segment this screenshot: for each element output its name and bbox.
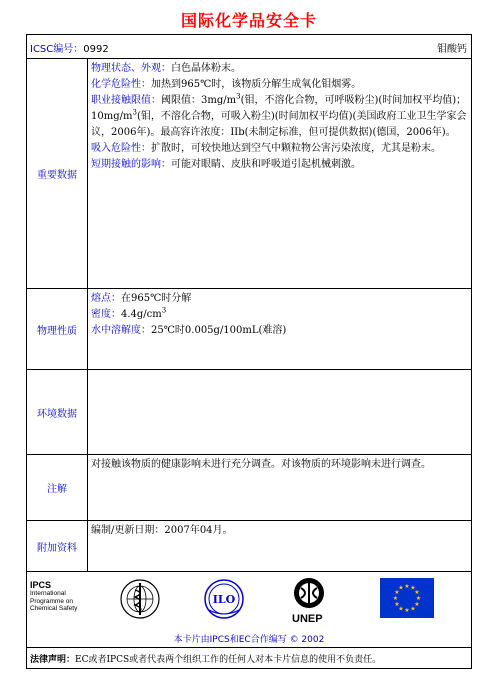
chemical-hazard: 化学危险性：加热到965℃时，该物质分解生成氧化钼烟雾。: [91, 79, 362, 90]
unep-text: UNEP: [292, 613, 323, 625]
eu-flag-icon: [380, 578, 434, 618]
section-content-health: [88, 59, 471, 288]
icsc-label: ICSC编号：: [30, 44, 84, 55]
section-label-extra: 附加资料: [27, 521, 88, 571]
water-solubility: 水中溶解度：25℃时0.005g/100mL(难溶): [91, 325, 287, 336]
notes-text: 对接触该物质的健康影响未进行充分调查。对该物质的环境影响未进行调查。: [91, 459, 431, 470]
substance-name: 钼酸钙: [437, 44, 467, 55]
disclaimer-text: EC或者IPCS或者代表两个组织工作的任何人对本卡片信息的使用不负责任。: [75, 655, 382, 665]
svg-text:★: ★: [392, 595, 399, 602]
section-label-health: 重要数据: [27, 59, 88, 288]
svg-text:★: ★: [415, 595, 422, 602]
section-label-notes: 注解: [27, 455, 88, 520]
density: 密度：$4.4g/cm^3$: [91, 306, 167, 320]
ilo-emblem-icon: [201, 578, 247, 620]
exposure-limits: 职业接触限值：阈限值：$3mg/m^3$(钼，不溶化合物，可呼吸粉尘)(时间加权平均值)；$10mg/m^3$(钼，不溶化合物，可吸入粉尘)(时间加权平均值)(美国政府工业卫生学家会议，2006年)。最高容许浓度：IIb(未制定标准，但可提供数据)(德国，2006年)。: [91, 92, 467, 138]
header-row: [27, 35, 471, 59]
svg-text:★: ★: [414, 601, 420, 608]
disclaimer-row: [27, 648, 471, 668]
section-physprops: [27, 289, 471, 370]
inhalation-hazard: 吸入危险性：扩散时，可较快地达到空气中颗粒物公害污染浓度，尤其是粉末。: [91, 143, 441, 154]
credit-line: 本卡片由IPCS和EC合作编写 © 2002: [173, 635, 325, 645]
section-extra: [27, 521, 471, 572]
svg-text:★: ★: [398, 605, 404, 613]
short-term-effects: 短期接触的影响：可能对眼睛、皮肤和呼吸道引起机械刺激。: [91, 159, 361, 170]
svg-text:★: ★: [410, 584, 416, 592]
icsc-number: 0992: [83, 44, 109, 55]
svg-text:★: ★: [394, 601, 400, 608]
section-health: [27, 59, 471, 289]
section-notes: [27, 455, 471, 521]
section-content-env: [88, 370, 471, 454]
svg-text:★: ★: [404, 583, 410, 590]
section-label-env: 环境数据: [27, 370, 88, 454]
svg-text:ILO: ILO: [212, 593, 236, 606]
section-env: [27, 370, 471, 455]
section-content-physprops: [88, 289, 471, 369]
svg-text:★: ★: [414, 589, 420, 596]
extra-text: 编制/更新日期：2007年04月。: [91, 525, 233, 536]
card-title: 国际化学品安全卡: [180, 11, 317, 30]
disclaimer-label: 法律声明：: [30, 655, 76, 665]
melting-point: 熔点：在965℃时分解: [91, 293, 192, 304]
logos-row: [27, 572, 471, 648]
who-emblem-icon: [119, 578, 161, 620]
safety-card: [26, 34, 472, 669]
physical-state: 物理状态、外观：白色晶体粉末。: [91, 63, 241, 74]
ipcs-logo: IPCS International Programme on Chemical Safety: [30, 580, 78, 612]
svg-text:★: ★: [398, 584, 404, 592]
section-label-physprops: 物理性质: [27, 289, 88, 369]
svg-text:★: ★: [404, 607, 410, 614]
svg-text:★: ★: [410, 605, 416, 613]
unep-emblem-icon: [289, 576, 329, 612]
svg-text:★: ★: [394, 589, 400, 596]
